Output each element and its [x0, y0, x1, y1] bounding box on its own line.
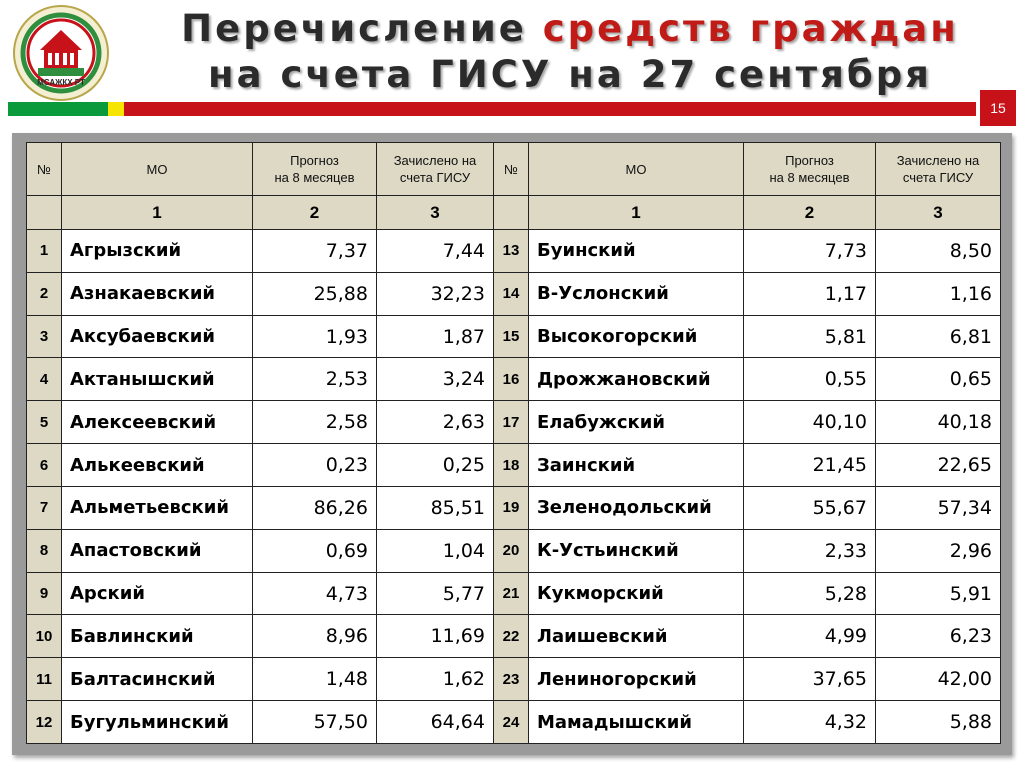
municipality-name-left: Аксубаевский: [62, 315, 253, 358]
municipality-name-left: Алькеевский: [62, 444, 253, 487]
row-number-left: 2: [27, 272, 62, 315]
forecast-value-right: 1,17: [744, 272, 876, 315]
municipality-name-right: Буинский: [529, 230, 744, 273]
credited-value-left: 1,87: [377, 315, 494, 358]
header-credited-right: Зачислено на счета ГИСУ: [876, 143, 1001, 196]
row-number-left: 6: [27, 444, 62, 487]
credited-value-left: 64,64: [377, 701, 494, 744]
credited-value-right: 6,23: [876, 615, 1001, 658]
table-row: [27, 486, 1001, 529]
credited-value-right: 0,65: [876, 358, 1001, 401]
forecast-value-left: 2,58: [253, 401, 377, 444]
credited-value-left: 1,62: [377, 658, 494, 701]
municipality-name-right: Лаишевский: [529, 615, 744, 658]
municipality-name-right: Елабужский: [529, 401, 744, 444]
credited-value-left: 85,51: [377, 486, 494, 529]
forecast-value-left: 7,37: [253, 230, 377, 273]
table-row: [27, 358, 1001, 401]
row-number-left: 11: [27, 658, 62, 701]
municipality-name-right: Заинский: [529, 444, 744, 487]
municipality-name-right: Дрожжановский: [529, 358, 744, 401]
title-line2: на счета ГИСУ на 27 сентября: [208, 53, 932, 96]
row-number-right: 17: [494, 401, 529, 444]
header-row: [27, 143, 1001, 196]
logo-text: МСАЖКХ РТ: [37, 78, 85, 87]
colnum-3-left: 3: [377, 196, 494, 230]
table-row: [27, 658, 1001, 701]
municipality-name-right: Мамадышский: [529, 701, 744, 744]
forecast-value-left: 8,96: [253, 615, 377, 658]
table-row: [27, 529, 1001, 572]
forecast-value-right: 4,99: [744, 615, 876, 658]
credited-value-right: 40,18: [876, 401, 1001, 444]
credited-value-right: 42,00: [876, 658, 1001, 701]
header-credited-left: Зачислено на счета ГИСУ: [377, 143, 494, 196]
forecast-value-left: 86,26: [253, 486, 377, 529]
credited-value-left: 0,25: [377, 444, 494, 487]
row-number-left: 12: [27, 701, 62, 744]
municipality-name-left: Агрызский: [62, 230, 253, 273]
forecast-value-right: 5,28: [744, 572, 876, 615]
header-mo-left: МО: [62, 143, 253, 196]
row-number-left: 1: [27, 230, 62, 273]
colnum-blank-left: [27, 196, 62, 230]
row-number-left: 3: [27, 315, 62, 358]
forecast-value-right: 21,45: [744, 444, 876, 487]
page-number: 15: [980, 90, 1016, 126]
credited-value-left: 1,04: [377, 529, 494, 572]
forecast-value-right: 0,55: [744, 358, 876, 401]
forecast-value-left: 0,23: [253, 444, 377, 487]
row-number-right: 20: [494, 529, 529, 572]
credited-value-right: 6,81: [876, 315, 1001, 358]
municipality-name-right: Лениногорский: [529, 658, 744, 701]
row-number-right: 23: [494, 658, 529, 701]
credited-value-right: 1,16: [876, 272, 1001, 315]
municipality-name-left: Алексеевский: [62, 401, 253, 444]
forecast-value-left: 25,88: [253, 272, 377, 315]
municipality-name-right: К-Устьинский: [529, 529, 744, 572]
row-number-right: 24: [494, 701, 529, 744]
row-number-right: 13: [494, 230, 529, 273]
credited-value-left: 7,44: [377, 230, 494, 273]
municipality-name-left: Балтасинский: [62, 658, 253, 701]
colnum-2-right: 2: [744, 196, 876, 230]
colnum-1-right: 1: [529, 196, 744, 230]
data-table: [26, 142, 1001, 744]
row-number-left: 7: [27, 486, 62, 529]
row-number-right: 18: [494, 444, 529, 487]
municipality-name-right: Зеленодольский: [529, 486, 744, 529]
stripe-yellow: [108, 102, 124, 116]
table-row: [27, 315, 1001, 358]
municipality-name-left: Арский: [62, 572, 253, 615]
colnum-1-left: 1: [62, 196, 253, 230]
municipality-name-right: Кукморский: [529, 572, 744, 615]
table-row: [27, 401, 1001, 444]
row-number-right: 21: [494, 572, 529, 615]
row-number-left: 8: [27, 529, 62, 572]
row-number-left: 5: [27, 401, 62, 444]
colnum-2-left: 2: [253, 196, 377, 230]
forecast-value-right: 5,81: [744, 315, 876, 358]
credited-value-right: 22,65: [876, 444, 1001, 487]
page-title: [140, 6, 1000, 98]
municipality-name-left: Актанышский: [62, 358, 253, 401]
credited-value-right: 57,34: [876, 486, 1001, 529]
table-row: [27, 615, 1001, 658]
municipality-name-right: В-Услонский: [529, 272, 744, 315]
forecast-value-right: 2,33: [744, 529, 876, 572]
forecast-value-right: 7,73: [744, 230, 876, 273]
municipality-name-right: Высокогорский: [529, 315, 744, 358]
credited-value-left: 2,63: [377, 401, 494, 444]
row-number-right: 22: [494, 615, 529, 658]
ministry-logo: [10, 4, 112, 102]
header-no-right: №: [494, 143, 529, 196]
forecast-value-left: 1,93: [253, 315, 377, 358]
credited-value-left: 11,69: [377, 615, 494, 658]
credited-value-right: 2,96: [876, 529, 1001, 572]
forecast-value-left: 1,48: [253, 658, 377, 701]
credited-value-left: 3,24: [377, 358, 494, 401]
header-no-left: №: [27, 143, 62, 196]
table-row: [27, 230, 1001, 273]
municipality-name-left: Азнакаевский: [62, 272, 253, 315]
header-forecast-left: Прогноз на 8 месяцев: [253, 143, 377, 196]
title-highlight: средств граждан: [542, 7, 959, 50]
credited-value-right: 5,91: [876, 572, 1001, 615]
row-number-left: 10: [27, 615, 62, 658]
table-row: [27, 272, 1001, 315]
colnum-3-right: 3: [876, 196, 1001, 230]
municipality-name-left: Бугульминский: [62, 701, 253, 744]
forecast-value-right: 4,32: [744, 701, 876, 744]
municipality-name-left: Апастовский: [62, 529, 253, 572]
forecast-value-left: 2,53: [253, 358, 377, 401]
row-number-right: 14: [494, 272, 529, 315]
column-number-row: [27, 196, 1001, 230]
row-number-right: 15: [494, 315, 529, 358]
row-number-left: 4: [27, 358, 62, 401]
table-row: [27, 572, 1001, 615]
colnum-blank-right: [494, 196, 529, 230]
forecast-value-right: 55,67: [744, 486, 876, 529]
credited-value-right: 5,88: [876, 701, 1001, 744]
forecast-value-right: 40,10: [744, 401, 876, 444]
row-number-left: 9: [27, 572, 62, 615]
table-row: [27, 701, 1001, 744]
forecast-value-left: 0,69: [253, 529, 377, 572]
credited-value-right: 8,50: [876, 230, 1001, 273]
stripe-green: [8, 102, 108, 116]
forecast-value-right: 37,65: [744, 658, 876, 701]
forecast-value-left: 57,50: [253, 701, 377, 744]
municipality-name-left: Альметьевский: [62, 486, 253, 529]
forecast-value-left: 4,73: [253, 572, 377, 615]
credited-value-left: 32,23: [377, 272, 494, 315]
table-row: [27, 444, 1001, 487]
header-mo-right: МО: [529, 143, 744, 196]
credited-value-left: 5,77: [377, 572, 494, 615]
row-number-right: 16: [494, 358, 529, 401]
title-part1: Перечисление: [181, 7, 543, 50]
stripe-red: [124, 102, 976, 116]
header-forecast-right: Прогноз на 8 месяцев: [744, 143, 876, 196]
municipality-name-left: Бавлинский: [62, 615, 253, 658]
row-number-right: 19: [494, 486, 529, 529]
